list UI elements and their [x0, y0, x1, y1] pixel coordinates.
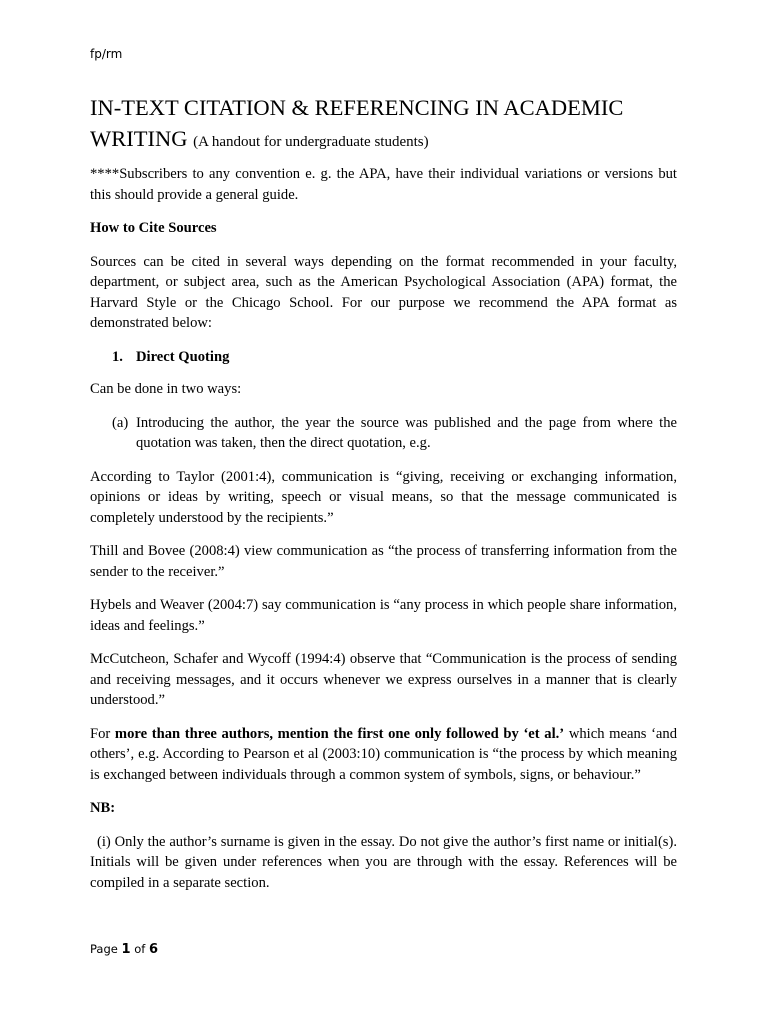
document-title [90, 92, 677, 158]
etal-lead: For [90, 725, 115, 742]
example-hybels-weaver: Hybels and Weaver (2004:7) say communication is “any process in which people share information, ideas and feelings.” [90, 597, 677, 634]
footer-page-word: Page [90, 942, 118, 956]
etal-paragraph [90, 724, 677, 786]
footer-total-pages: 6 [148, 942, 158, 957]
sub-item-a [112, 413, 677, 454]
title-main: IN-TEXT CITATION & REFERENCING IN ACADEMIC WRITING [90, 95, 624, 151]
two-ways-text: Can be done in two ways: [90, 381, 242, 397]
nb-item-1: (i) Only the author’s surname is given in the essay. Do not give the author’s first name or initial(s). Initials will be given under references when you are through with the essay. References will be compiled in a separate section. [90, 833, 677, 891]
section-heading: How to Cite Sources [90, 220, 217, 236]
example-mccutcheon: McCutcheon, Schafer and Wycoff (1994:4) observe that “Communication is the process of sending and receiving messages, and it occurs whenever we express ourselves in a manner that is clearly understood.” [90, 651, 677, 708]
footer-of-word: of [134, 942, 146, 956]
list-item-number: 1. [112, 348, 123, 365]
list-item-label: Direct Quoting [136, 348, 230, 365]
example-taylor: According to Taylor (2001:4), communication is “giving, receiving or exchanging information, opinions or ideas by writing, speech or visual means, so that the message communicated is completely understood by the recipients.” [90, 468, 677, 526]
page-footer [90, 942, 158, 957]
nb-label: NB: [90, 800, 116, 816]
etal-bold: more than three authors, mention the first one only followed by ‘et al.’ [114, 725, 565, 742]
title-subtitle: (A handout for undergraduate students) [193, 134, 429, 150]
document-body [90, 92, 677, 906]
sub-item-mark: (a) [112, 414, 129, 431]
example-thill-bovee: Thill and Bovee (2008:4) view communication as “the process of transferring information from the sender to the receiver.” [90, 543, 677, 580]
sub-item-text: Introducing the author, the year the source was published and the page from where the quotation was taken, then the direct quotation, e.g. [136, 414, 677, 451]
etal-rest: which means ‘and others’, e.g. According to Pearson et al (2003:10) communication is “the process by which meaning is exchanged between individuals through a common system of symbols, signs, or behaviour.” [90, 725, 677, 783]
page-header: fp/rm [90, 47, 123, 61]
footer-current-page: 1 [121, 942, 131, 957]
list-item-direct-quoting [112, 347, 677, 368]
intro-note: ****Subscribers to any convention e. g. the APA, have their individual variations or versions but this should provide a general guide. [90, 166, 677, 203]
sources-paragraph: Sources can be cited in several ways depending on the format recommended in your faculty, department, or subject area, such as the American Psychological Association (APA) format, the Harvard Style or the Chicago School. For our purpose we recommend the APA format as demonstrated below: [90, 253, 677, 331]
